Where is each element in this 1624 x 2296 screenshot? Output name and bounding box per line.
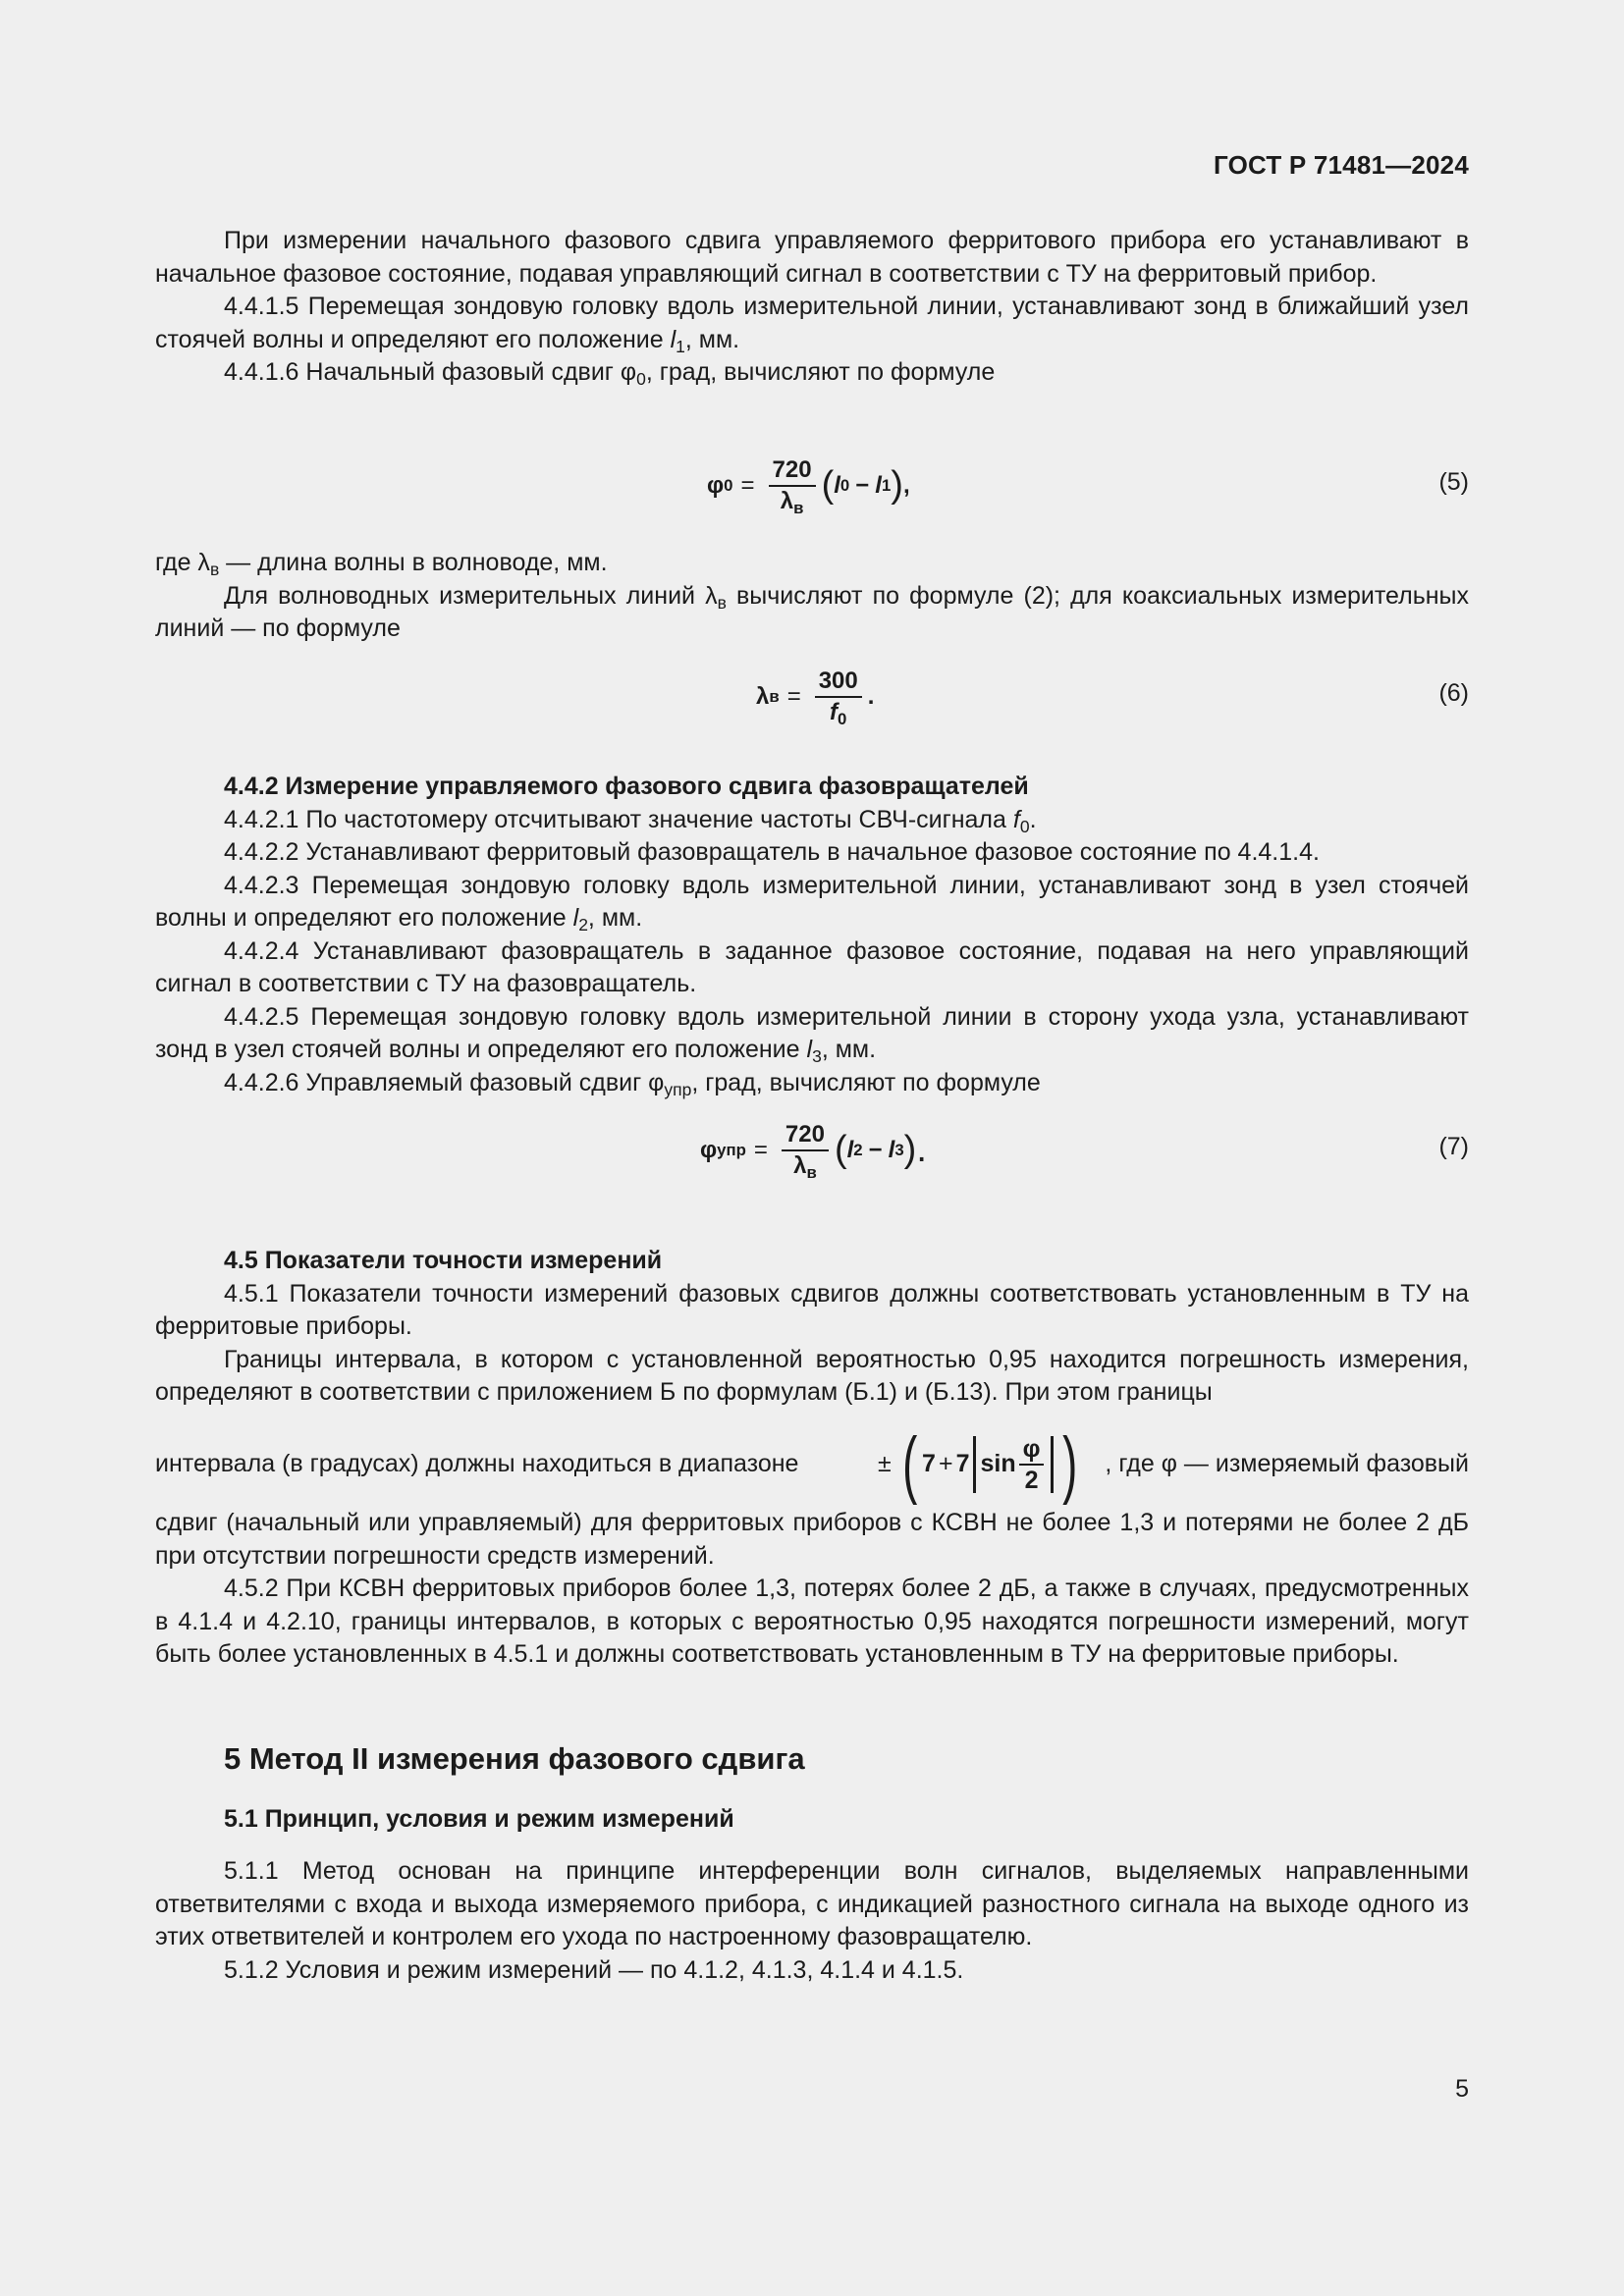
- document-header-id: ГОСТ Р 71481—2024: [1214, 150, 1469, 180]
- paragraph-5-1-2: 5.1.2 Условия и режим измерений — по 4.1.2, 4.1.3, 4.1.4 и 4.1.5.: [224, 1955, 964, 1984]
- range-text-after: , где φ — измеряемый фазовый: [1105, 1450, 1469, 1477]
- formula-5-number: (5): [1438, 468, 1469, 496]
- formula-7-body: φ упр = $\frac{720}{\lambda_в}$ ( l 2 − l 3 ).: [700, 1121, 927, 1182]
- formula-7: [155, 1111, 1469, 1190]
- formula-5-fraction: $\frac{720}{\lambda_в}$: [769, 455, 816, 516]
- formula-6-fraction: $\frac{300}{f_0}$: [815, 667, 862, 727]
- paragraph-4-4-2-3: 4.4.2.3 Перемещая зондовую головку вдоль измерительной линии, устанавливают зонд в узел стоячей волны и определяют его положение $l_2$, мм.: [155, 871, 1469, 934]
- heading-5: 5 Метод II измерения фазового сдвига: [224, 1741, 805, 1776]
- section-4-5-cont: [155, 1507, 1469, 1672]
- paragraph-where-lambda: где $\lambda_в$ — длина волны в волноводе, мм.: [155, 549, 608, 579]
- paragraph-4-4-2-2: 4.4.2.2 Устанавливают ферритовый фазовращатель в начальное фазовое состояние по 4.4.1.4.: [224, 838, 1320, 866]
- heading-5-block: [155, 1742, 1469, 1776]
- paragraph-5-1-1: 5.1.1 Метод основан на принципе интерференции волн сигналов, выделяемых направленными ответвителями с входа и выхода измеряемого прибора, с индикацией разностного сигнала на выходе одного из этих ответвителей и контролем его ухода по настроенному фазовращателю.: [155, 1857, 1469, 1950]
- heading-4-5: 4.5 Показатели точности измерений: [224, 1247, 663, 1274]
- section-4-5: [155, 1245, 1469, 1410]
- paragraph-4-4-2-1: 4.4.2.1 По частотомеру отсчитывают значение частоты СВЧ-сигнала $f_0$.: [224, 805, 1037, 836]
- paragraph-initial-phase: При измерении начального фазового сдвига управляемого ферритового прибора его устанавливают в начальное фазовое состояние, подавая управляющий сигнал в соответствии с ТУ на ферритовый прибор.: [155, 227, 1469, 288]
- paragraph-lambda: [155, 547, 1469, 646]
- paragraph-4-4-1-5: 4.4.1.5 Перемещая зондовую головку вдоль измерительной линии, устанавливают зонд в ближайший узел стоячей волны и определяют его положение $l_1$, мм.: [155, 293, 1469, 356]
- section-5-1: [155, 1855, 1469, 1987]
- page-number: 5: [1455, 2075, 1469, 2103]
- paragraph-interval-bounds: Границы интервала, в котором с установленной вероятностью 0,95 находится погрешность измерения, определяют в соответствии с приложением Б по формулам (Б.1) и (Б.13). При этом границы: [155, 1345, 1469, 1406]
- formula-7-fraction: $\frac{720}{\lambda_в}$: [782, 1120, 829, 1181]
- formula-6: [155, 658, 1469, 736]
- range-text-before: интервала (в градусах) должны находиться в диапазоне: [155, 1450, 799, 1477]
- paragraph-4-5-2: 4.5.2 При КСВН ферритовых приборов более 1,3, потерях более 2 дБ, а также в случаях, предусмотренных в 4.1.4 и 4.2.10, границы интервалов, в которых с вероятностью 0,95 находятся погрешности измерений, могут быть более установленных в 4.5.1 и должны соответствовать установленным в ТУ на ферритовые приборы.: [155, 1575, 1469, 1668]
- paragraph-range-line: [155, 1422, 1469, 1506]
- paragraph-4-4-2-5: 4.4.2.5 Перемещая зондовую головку вдоль измерительной линии в сторону ухода узла, устанавливают зонд в узел стоячей волны и определяют его положение $l_3$, мм.: [155, 1002, 1469, 1066]
- paragraph-initial-or-controlled: сдвиг (начальный или управляемый) для ферритовых приборов с КСВН не более 1,3 и потерями не более 2 дБ при отсутствии погрешности средств измерений.: [155, 1509, 1469, 1570]
- paragraph-4-4-2-6: 4.4.2.6 Управляемый фазовый сдвиг $\varphi_{упр}$, град, вычисляют по формуле: [224, 1068, 1041, 1099]
- formula-7-number: (7): [1438, 1133, 1469, 1160]
- paragraph-intro: [155, 225, 1469, 390]
- paragraph-waveguide-lines: Для волноводных измерительных линий $\lambda_в$ вычисляют по формуле (2); для коаксиальных измерительных линий — по формуле: [155, 581, 1469, 642]
- document-page: [155, 0, 1469, 2296]
- section-4-4-2: [155, 771, 1469, 1099]
- formula-6-number: (6): [1438, 679, 1469, 707]
- formula-range: ± ( 7 + 7 sin $\frac{\varphi}{2}$ ): [878, 1422, 1078, 1506]
- formula-5-body: φ 0 = $\frac{720}{\lambda_в}$ ( l 0 − l 1 ) ,: [707, 456, 910, 517]
- formula-6-body: λ в = $\frac{300}{f_0}$ .: [756, 667, 875, 728]
- paragraph-4-5-1: 4.5.1 Показатели точности измерений фазовых сдвигов должны соответствовать установленным в ТУ на ферритовые приборы.: [155, 1279, 1469, 1340]
- formula-5: [155, 447, 1469, 525]
- heading-4-4-2: 4.4.2 Измерение управляемого фазового сдвига фазовращателей: [224, 773, 1029, 800]
- paragraph-4-4-1-6: 4.4.1.6 Начальный фазовый сдвиг $\varphi_0$, град, вычисляют по формуле: [224, 358, 996, 389]
- heading-5-1-block: [155, 1803, 1469, 1837]
- formula-range-fraction: $\frac{\varphi}{2}$: [1019, 1434, 1045, 1495]
- paragraph-4-4-2-4: 4.4.2.4 Устанавливают фазовращатель в заданное фазовое состояние, подавая на него управляющий сигнал в соответствии с ТУ на фазовращатель.: [155, 936, 1469, 997]
- heading-5-1: 5.1 Принцип, условия и режим измерений: [224, 1805, 734, 1833]
